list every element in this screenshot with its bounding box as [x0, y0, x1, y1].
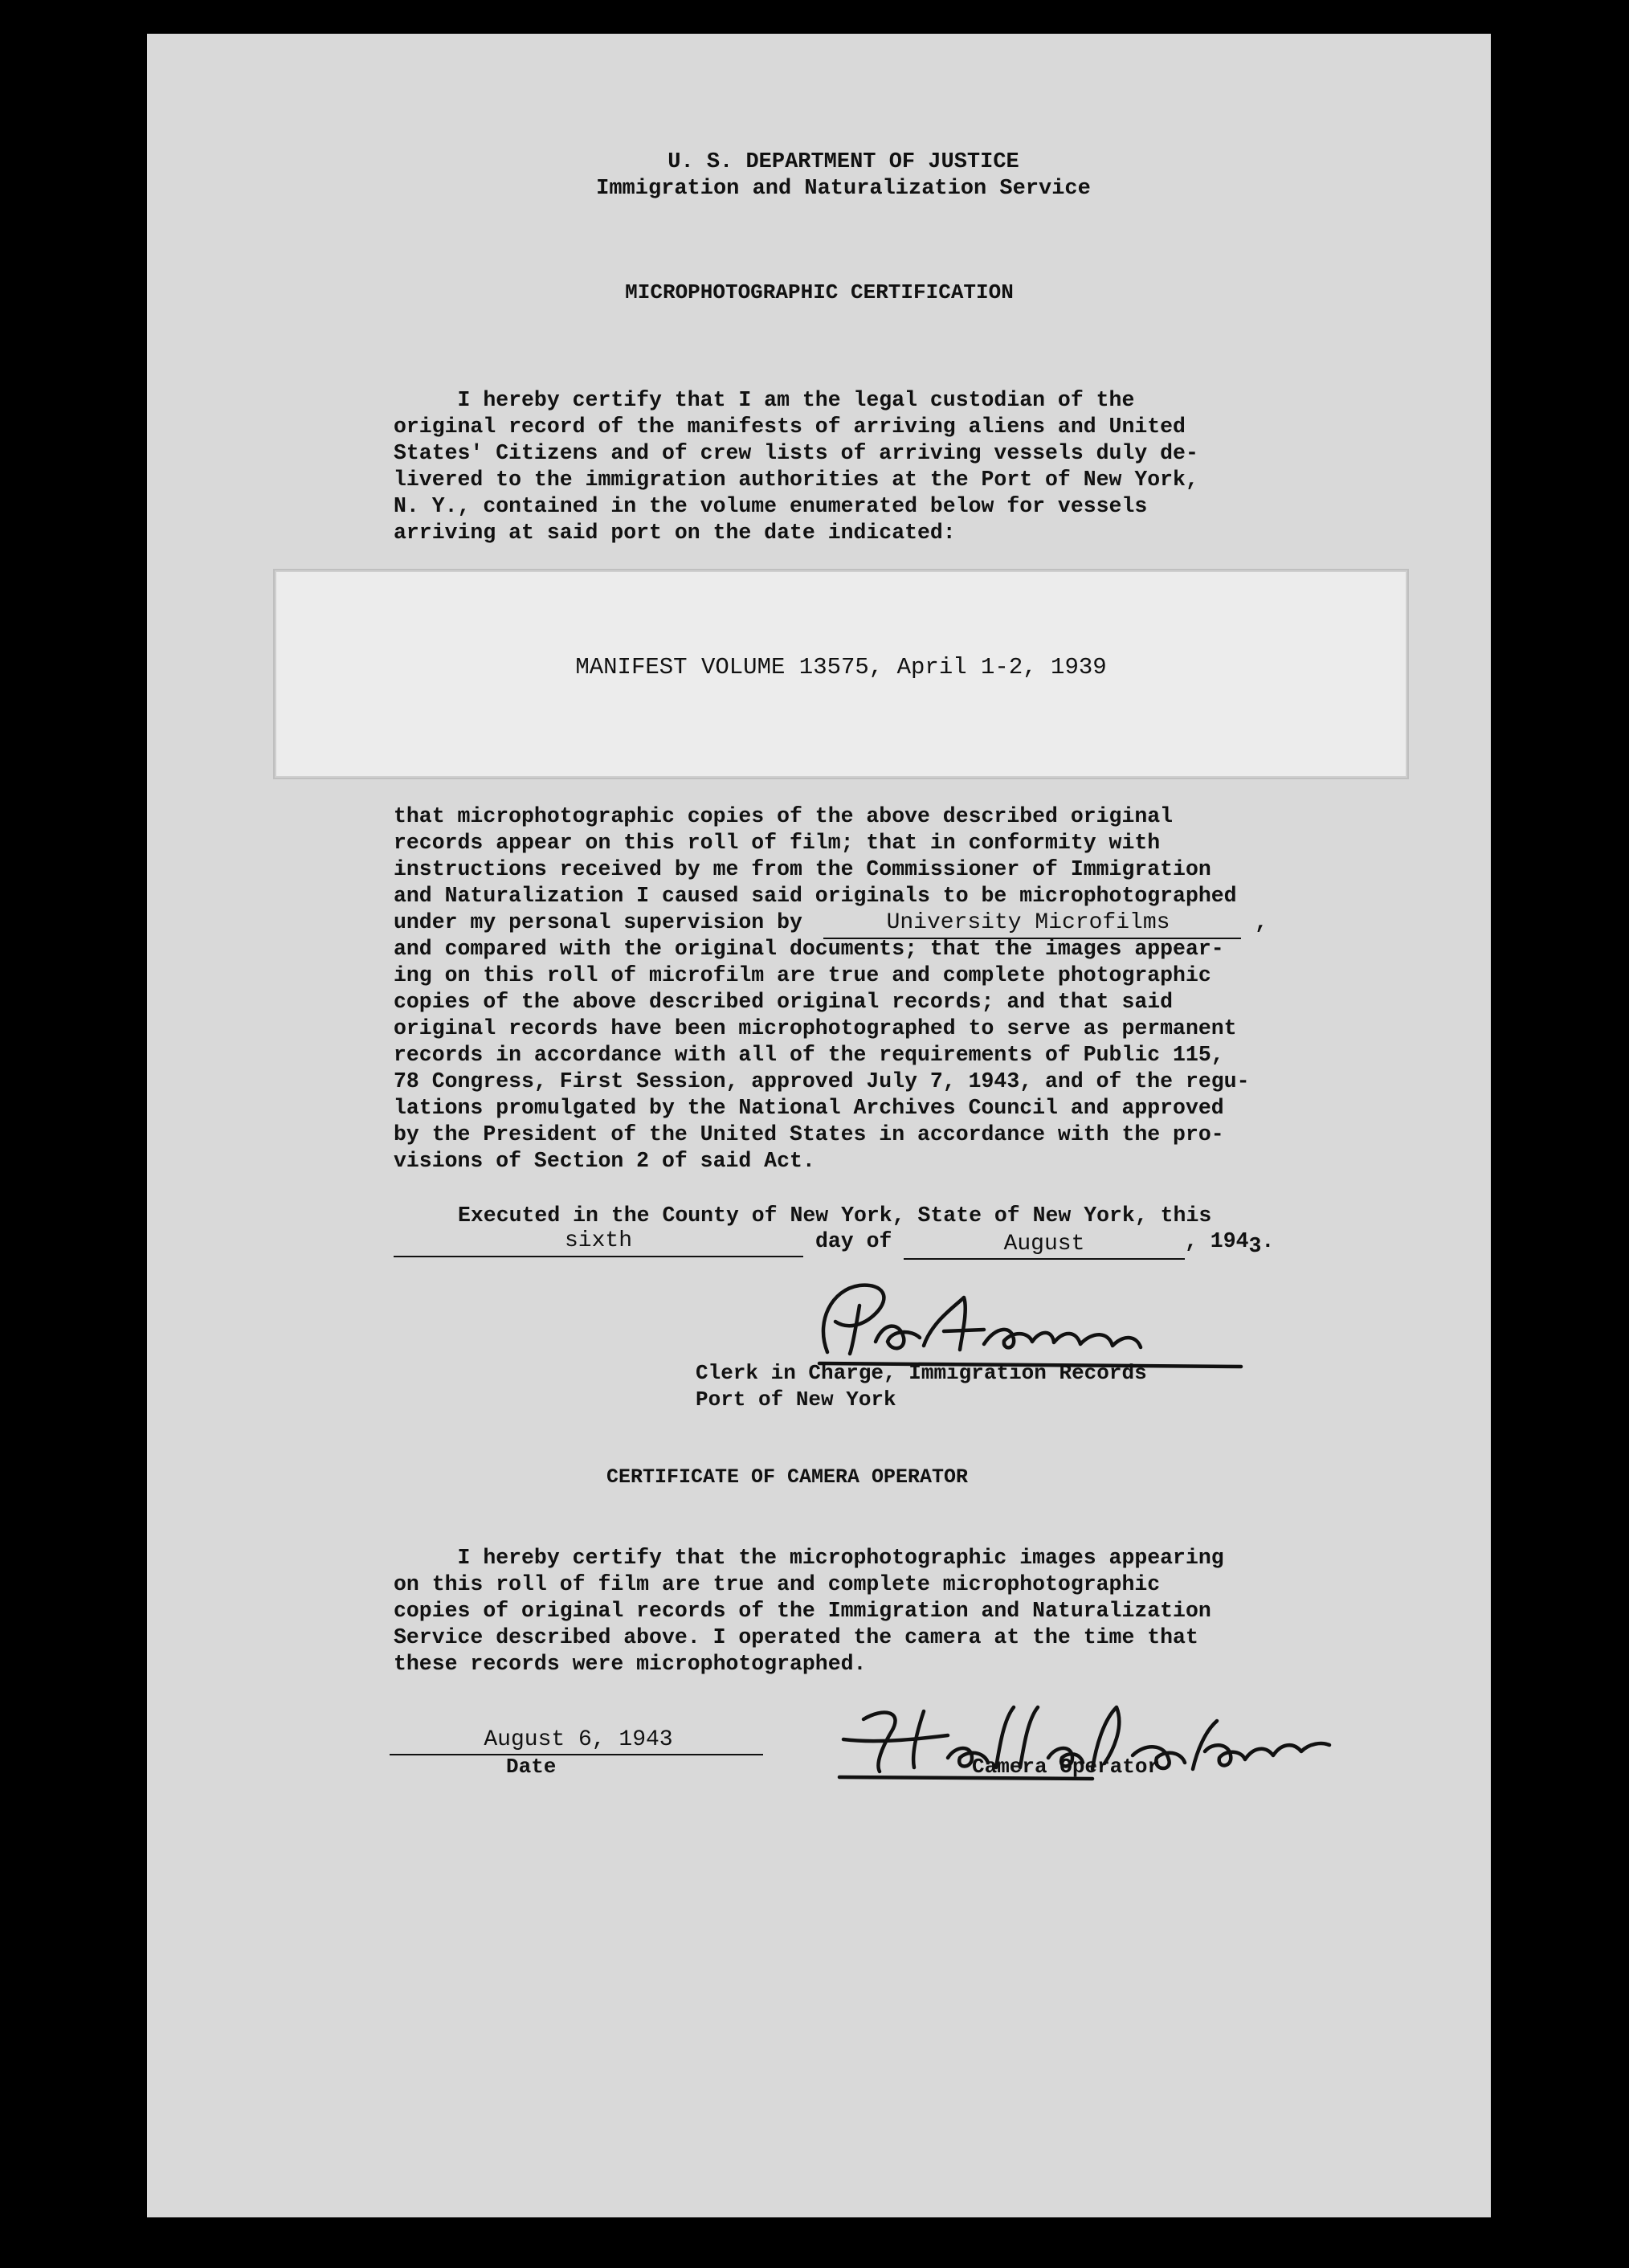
body-line: by the President of the United States in accordance with the pro-	[394, 1122, 1224, 1146]
body-line: ing on this roll of microfilm are true and complete photographic	[394, 963, 1211, 987]
body-line: lations promulgated by the National Archives Council and approved	[394, 1096, 1224, 1120]
camera-date-value: August 6, 1943	[484, 1727, 673, 1752]
day-value: sixth	[564, 1228, 632, 1253]
intro-paragraph	[394, 387, 1198, 546]
intro-line: N. Y., contained in the volume enumerated below for vessels	[394, 494, 1148, 518]
camera-date-underline	[390, 1754, 763, 1755]
intro-line: arriving at said port on the date indicated:	[394, 521, 956, 545]
camera-line: Service described above. I operated the camera at the time that	[394, 1625, 1198, 1649]
camera-line: these records were microphotographed.	[394, 1652, 867, 1676]
body-line: records appear on this roll of film; that in conformity with	[394, 831, 1161, 855]
year-period: .	[1261, 1229, 1275, 1253]
year-value	[1185, 1228, 1275, 1258]
day-of-label: day of	[815, 1229, 892, 1253]
certification-title: MICROPHOTOGRAPHIC CERTIFICATION	[625, 280, 1014, 304]
camera-line: on this roll of film are true and complete microphotographic	[394, 1572, 1161, 1596]
intro-line: States' Citizens and of crew lists of arriving vessels duly de-	[394, 441, 1198, 465]
executed-line: Executed in the County of New York, State of New York, this	[458, 1203, 1212, 1228]
camera-operator-label: Camera Operator	[972, 1755, 1161, 1779]
intro-line: livered to the immigration authorities at the Port of New York,	[394, 468, 1198, 492]
clerk-signature	[771, 1273, 1253, 1370]
month-underline	[904, 1258, 1185, 1260]
month-value: August	[1003, 1232, 1085, 1257]
intro-line: I hereby certify that I am the legal custodian of the	[394, 388, 1135, 412]
body-line: original records have been microphotographed to serve as permanent	[394, 1016, 1237, 1040]
body-line: copies of the above described original records; and that said	[394, 990, 1174, 1014]
body-paragraph	[394, 803, 1249, 1175]
camera-certificate-title: CERTIFICATE OF CAMERA OPERATOR	[606, 1465, 969, 1489]
body-line: visions of Section 2 of said Act.	[394, 1149, 815, 1173]
camera-line: copies of original records of the Immigration and Naturalization	[394, 1599, 1211, 1623]
year-digit: 3	[1248, 1234, 1262, 1258]
clerk-port: Port of New York	[696, 1387, 896, 1412]
filmed-by-value: University Microfilms	[886, 910, 1170, 935]
body-line: instructions received by me from the Commissioner of Immigration	[394, 857, 1211, 881]
service-heading: Immigration and Naturalization Service	[596, 177, 1091, 201]
body-line: and Naturalization I caused said originals to be microphotographed	[394, 884, 1237, 908]
filmed-by-underline	[823, 938, 1241, 939]
camera-date-label: Date	[506, 1755, 557, 1779]
day-underline	[394, 1256, 803, 1257]
body-line: and compared with the original documents; that the images appear-	[394, 937, 1224, 961]
department-heading: U. S. DEPARTMENT OF JUSTICE	[668, 150, 1019, 174]
year-prefix: , 194	[1185, 1229, 1249, 1253]
filmed-by-comma: ,	[1255, 911, 1268, 935]
camera-paragraph	[394, 1545, 1224, 1678]
clerk-title: Clerk in Charge, Immigration Records	[696, 1361, 1147, 1385]
manifest-volume-label: MANIFEST VOLUME 13575, April 1-2, 1939	[575, 654, 1107, 680]
manifest-slip	[273, 569, 1409, 779]
body-line: that microphotographic copies of the above described original	[394, 804, 1174, 828]
body-line: 78 Congress, First Session, approved July 7, 1943, and of the regu-	[394, 1069, 1250, 1093]
intro-line: original record of the manifests of arriving aliens and United	[394, 415, 1186, 439]
body-line: under my personal supervision by	[394, 910, 802, 934]
camera-line: I hereby certify that the microphotographic images appearing	[394, 1546, 1224, 1570]
body-line: records in accordance with all of the requirements of Public 115,	[394, 1043, 1224, 1067]
